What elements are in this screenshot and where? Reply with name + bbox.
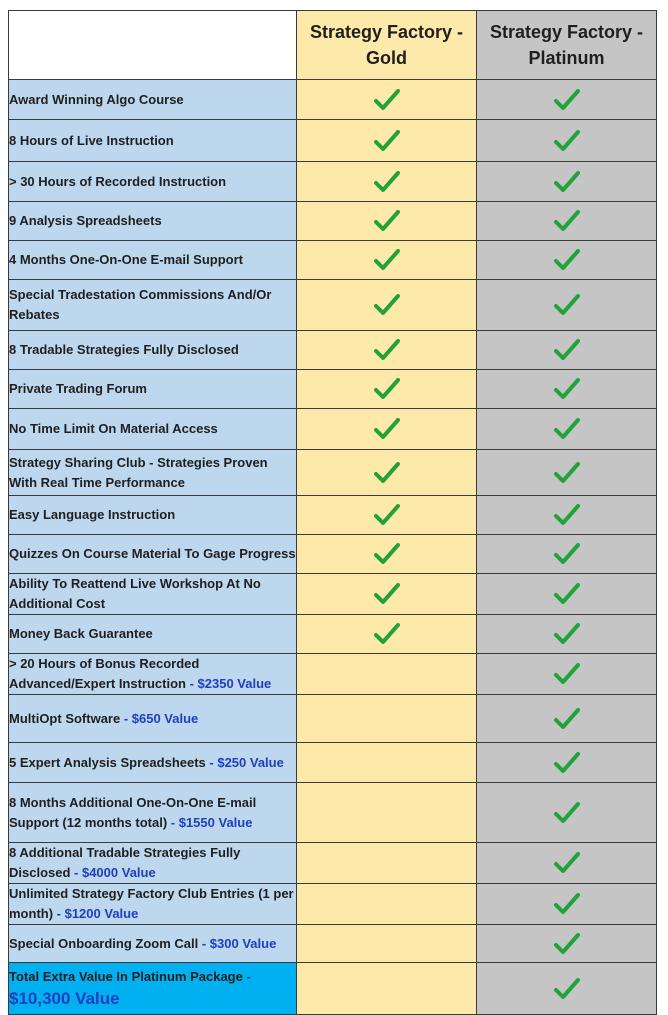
total-label: Total Extra Value In Platinum Package [9, 969, 243, 984]
platinum-cell [477, 202, 657, 241]
gold-check-icon [374, 338, 400, 362]
feature-row [9, 162, 657, 202]
platinum-check-icon [554, 542, 580, 566]
feature-row [9, 695, 657, 743]
feature-row [9, 120, 657, 162]
platinum-cell [477, 743, 657, 783]
platinum-cell [477, 884, 657, 925]
feature-label: Quizzes On Course Material To Gage Progress [9, 546, 296, 561]
platinum-cell [477, 280, 657, 331]
platinum-check-icon [554, 209, 580, 233]
gold-cell [297, 80, 477, 120]
feature-label: Strategy Sharing Club - Strategies Proven With Real Time Performance [9, 454, 268, 490]
gold-cell [297, 743, 477, 783]
header-blank-cell [9, 11, 297, 80]
gold-check-icon [374, 417, 400, 441]
platinum-cell [477, 535, 657, 574]
feature-row [9, 783, 657, 843]
feature-row [9, 496, 657, 535]
platinum-cell [477, 843, 657, 884]
feature-value: - $250 Value [205, 754, 284, 770]
feature-row [9, 615, 657, 654]
total-dash: - [242, 969, 251, 984]
feature-label: Private Trading Forum [9, 381, 147, 396]
feature-label: Easy Language Instruction [9, 507, 176, 522]
comparison-table [8, 10, 657, 1015]
feature-label: 4 Months One-On-One E-mail Support [9, 252, 243, 267]
gold-check-icon [374, 88, 400, 112]
feature-cell [9, 884, 297, 925]
feature-cell [9, 615, 297, 654]
feature-cell [9, 843, 297, 884]
feature-label: MultiOpt Software [9, 710, 121, 726]
platinum-column-header: Strategy Factory - Platinum [477, 11, 657, 80]
gold-cell [297, 370, 477, 409]
gold-cell [297, 783, 477, 843]
gold-check-icon [374, 129, 400, 153]
feature-cell [9, 783, 297, 843]
gold-cell [297, 241, 477, 280]
gold-cell [297, 120, 477, 162]
feature-label: Money Back Guarantee [9, 626, 153, 641]
gold-cell [297, 450, 477, 496]
gold-cell [297, 280, 477, 331]
gold-cell [297, 496, 477, 535]
feature-value: - $4000 Value [70, 865, 156, 880]
feature-cell [9, 331, 297, 370]
total-cell [9, 963, 297, 1015]
feature-row [9, 654, 657, 695]
feature-row [9, 743, 657, 783]
platinum-check-icon [554, 892, 580, 916]
platinum-check-icon [554, 417, 580, 441]
platinum-check-icon [554, 977, 580, 1001]
feature-cell [9, 120, 297, 162]
feature-label: 8 Additional Tradable Strategies Fully Disclosed [9, 845, 241, 880]
feature-value: - $1550 Value [167, 814, 253, 830]
feature-cell [9, 450, 297, 496]
platinum-check-icon [554, 622, 580, 646]
platinum-check-icon [554, 129, 580, 153]
feature-label: > 20 Hours of Bonus Recorded Advanced/Expert Instruction [9, 656, 200, 691]
platinum-cell [477, 120, 657, 162]
feature-label: 9 Analysis Spreadsheets [9, 213, 162, 228]
platinum-cell [477, 654, 657, 695]
feature-row [9, 843, 657, 884]
gold-cell [297, 843, 477, 884]
feature-cell [9, 535, 297, 574]
feature-cell [9, 409, 297, 450]
feature-row [9, 574, 657, 615]
platinum-check-icon [554, 582, 580, 606]
feature-row [9, 331, 657, 370]
platinum-check-icon [554, 248, 580, 272]
feature-row [9, 280, 657, 331]
gold-check-icon [374, 248, 400, 272]
feature-cell [9, 280, 297, 331]
feature-cell [9, 925, 297, 963]
gold-check-icon [374, 461, 400, 485]
feature-cell [9, 654, 297, 695]
gold-check-icon [374, 582, 400, 606]
platinum-cell [477, 963, 657, 1015]
platinum-check-icon [554, 293, 580, 317]
platinum-cell [477, 331, 657, 370]
platinum-cell [477, 783, 657, 843]
feature-label: Ability To Reattend Live Workshop At No Additional Cost [9, 576, 261, 611]
feature-cell [9, 162, 297, 202]
feature-label: 8 Months Additional One-On-One E-mail Support (12 months total) [9, 794, 257, 830]
platinum-check-icon [554, 707, 580, 731]
platinum-check-icon [554, 662, 580, 686]
feature-row [9, 202, 657, 241]
gold-check-icon [374, 503, 400, 527]
feature-cell [9, 80, 297, 120]
feature-value: - $300 Value [198, 935, 277, 951]
platinum-check-icon [554, 88, 580, 112]
feature-cell [9, 241, 297, 280]
feature-label: Special Onboarding Zoom Call [9, 935, 199, 951]
feature-value: - $1200 Value [53, 906, 139, 921]
feature-row [9, 409, 657, 450]
feature-label: Special Tradestation Commissions And/Or Rebates [9, 287, 272, 322]
feature-value: - $2350 Value [185, 676, 272, 691]
total-row [9, 963, 657, 1015]
feature-label: No Time Limit On Material Access [9, 421, 218, 436]
gold-check-icon [374, 622, 400, 646]
platinum-cell [477, 496, 657, 535]
feature-label: 5 Expert Analysis Spreadsheets [9, 754, 206, 770]
gold-cell [297, 963, 477, 1015]
feature-row [9, 925, 657, 963]
feature-value: - $650 Value [120, 710, 199, 726]
gold-cell [297, 409, 477, 450]
platinum-cell [477, 241, 657, 280]
gold-cell [297, 695, 477, 743]
gold-check-icon [374, 542, 400, 566]
gold-check-icon [374, 293, 400, 317]
feature-rows [9, 80, 657, 1015]
feature-cell [9, 695, 297, 743]
platinum-check-icon [554, 751, 580, 775]
gold-check-icon [374, 170, 400, 194]
feature-row [9, 241, 657, 280]
platinum-check-icon [554, 377, 580, 401]
platinum-check-icon [554, 851, 580, 875]
gold-cell [297, 162, 477, 202]
platinum-cell [477, 370, 657, 409]
platinum-cell [477, 409, 657, 450]
feature-cell [9, 370, 297, 409]
feature-cell [9, 574, 297, 615]
platinum-check-icon [554, 503, 580, 527]
platinum-cell [477, 574, 657, 615]
gold-cell [297, 574, 477, 615]
platinum-cell [477, 925, 657, 963]
gold-check-icon [374, 377, 400, 401]
feature-row [9, 884, 657, 925]
feature-label: Unlimited Strategy Factory Club Entries (1 per month) [9, 886, 294, 921]
gold-column-header: Strategy Factory - Gold [297, 11, 477, 80]
platinum-check-icon [554, 801, 580, 825]
platinum-check-icon [554, 461, 580, 485]
gold-cell [297, 615, 477, 654]
gold-cell [297, 925, 477, 963]
platinum-check-icon [554, 170, 580, 194]
feature-row [9, 370, 657, 409]
feature-row [9, 450, 657, 496]
feature-cell [9, 496, 297, 535]
gold-check-icon [374, 209, 400, 233]
feature-label: 8 Hours of Live Instruction [9, 132, 174, 148]
total-amount: $10,300 Value [9, 989, 120, 1008]
feature-cell [9, 202, 297, 241]
platinum-cell [477, 695, 657, 743]
platinum-cell [477, 615, 657, 654]
gold-cell [297, 202, 477, 241]
gold-cell [297, 654, 477, 695]
gold-cell [297, 331, 477, 370]
gold-cell [297, 535, 477, 574]
platinum-check-icon [554, 932, 580, 956]
feature-row [9, 80, 657, 120]
platinum-check-icon [554, 338, 580, 362]
platinum-cell [477, 162, 657, 202]
feature-cell [9, 743, 297, 783]
platinum-cell [477, 450, 657, 496]
header-row [9, 11, 657, 80]
gold-cell [297, 884, 477, 925]
feature-label: 8 Tradable Strategies Fully Disclosed [9, 342, 239, 357]
feature-label: Award Winning Algo Course [9, 91, 184, 107]
platinum-cell [477, 80, 657, 120]
feature-label: > 30 Hours of Recorded Instruction [9, 173, 227, 189]
feature-row [9, 535, 657, 574]
